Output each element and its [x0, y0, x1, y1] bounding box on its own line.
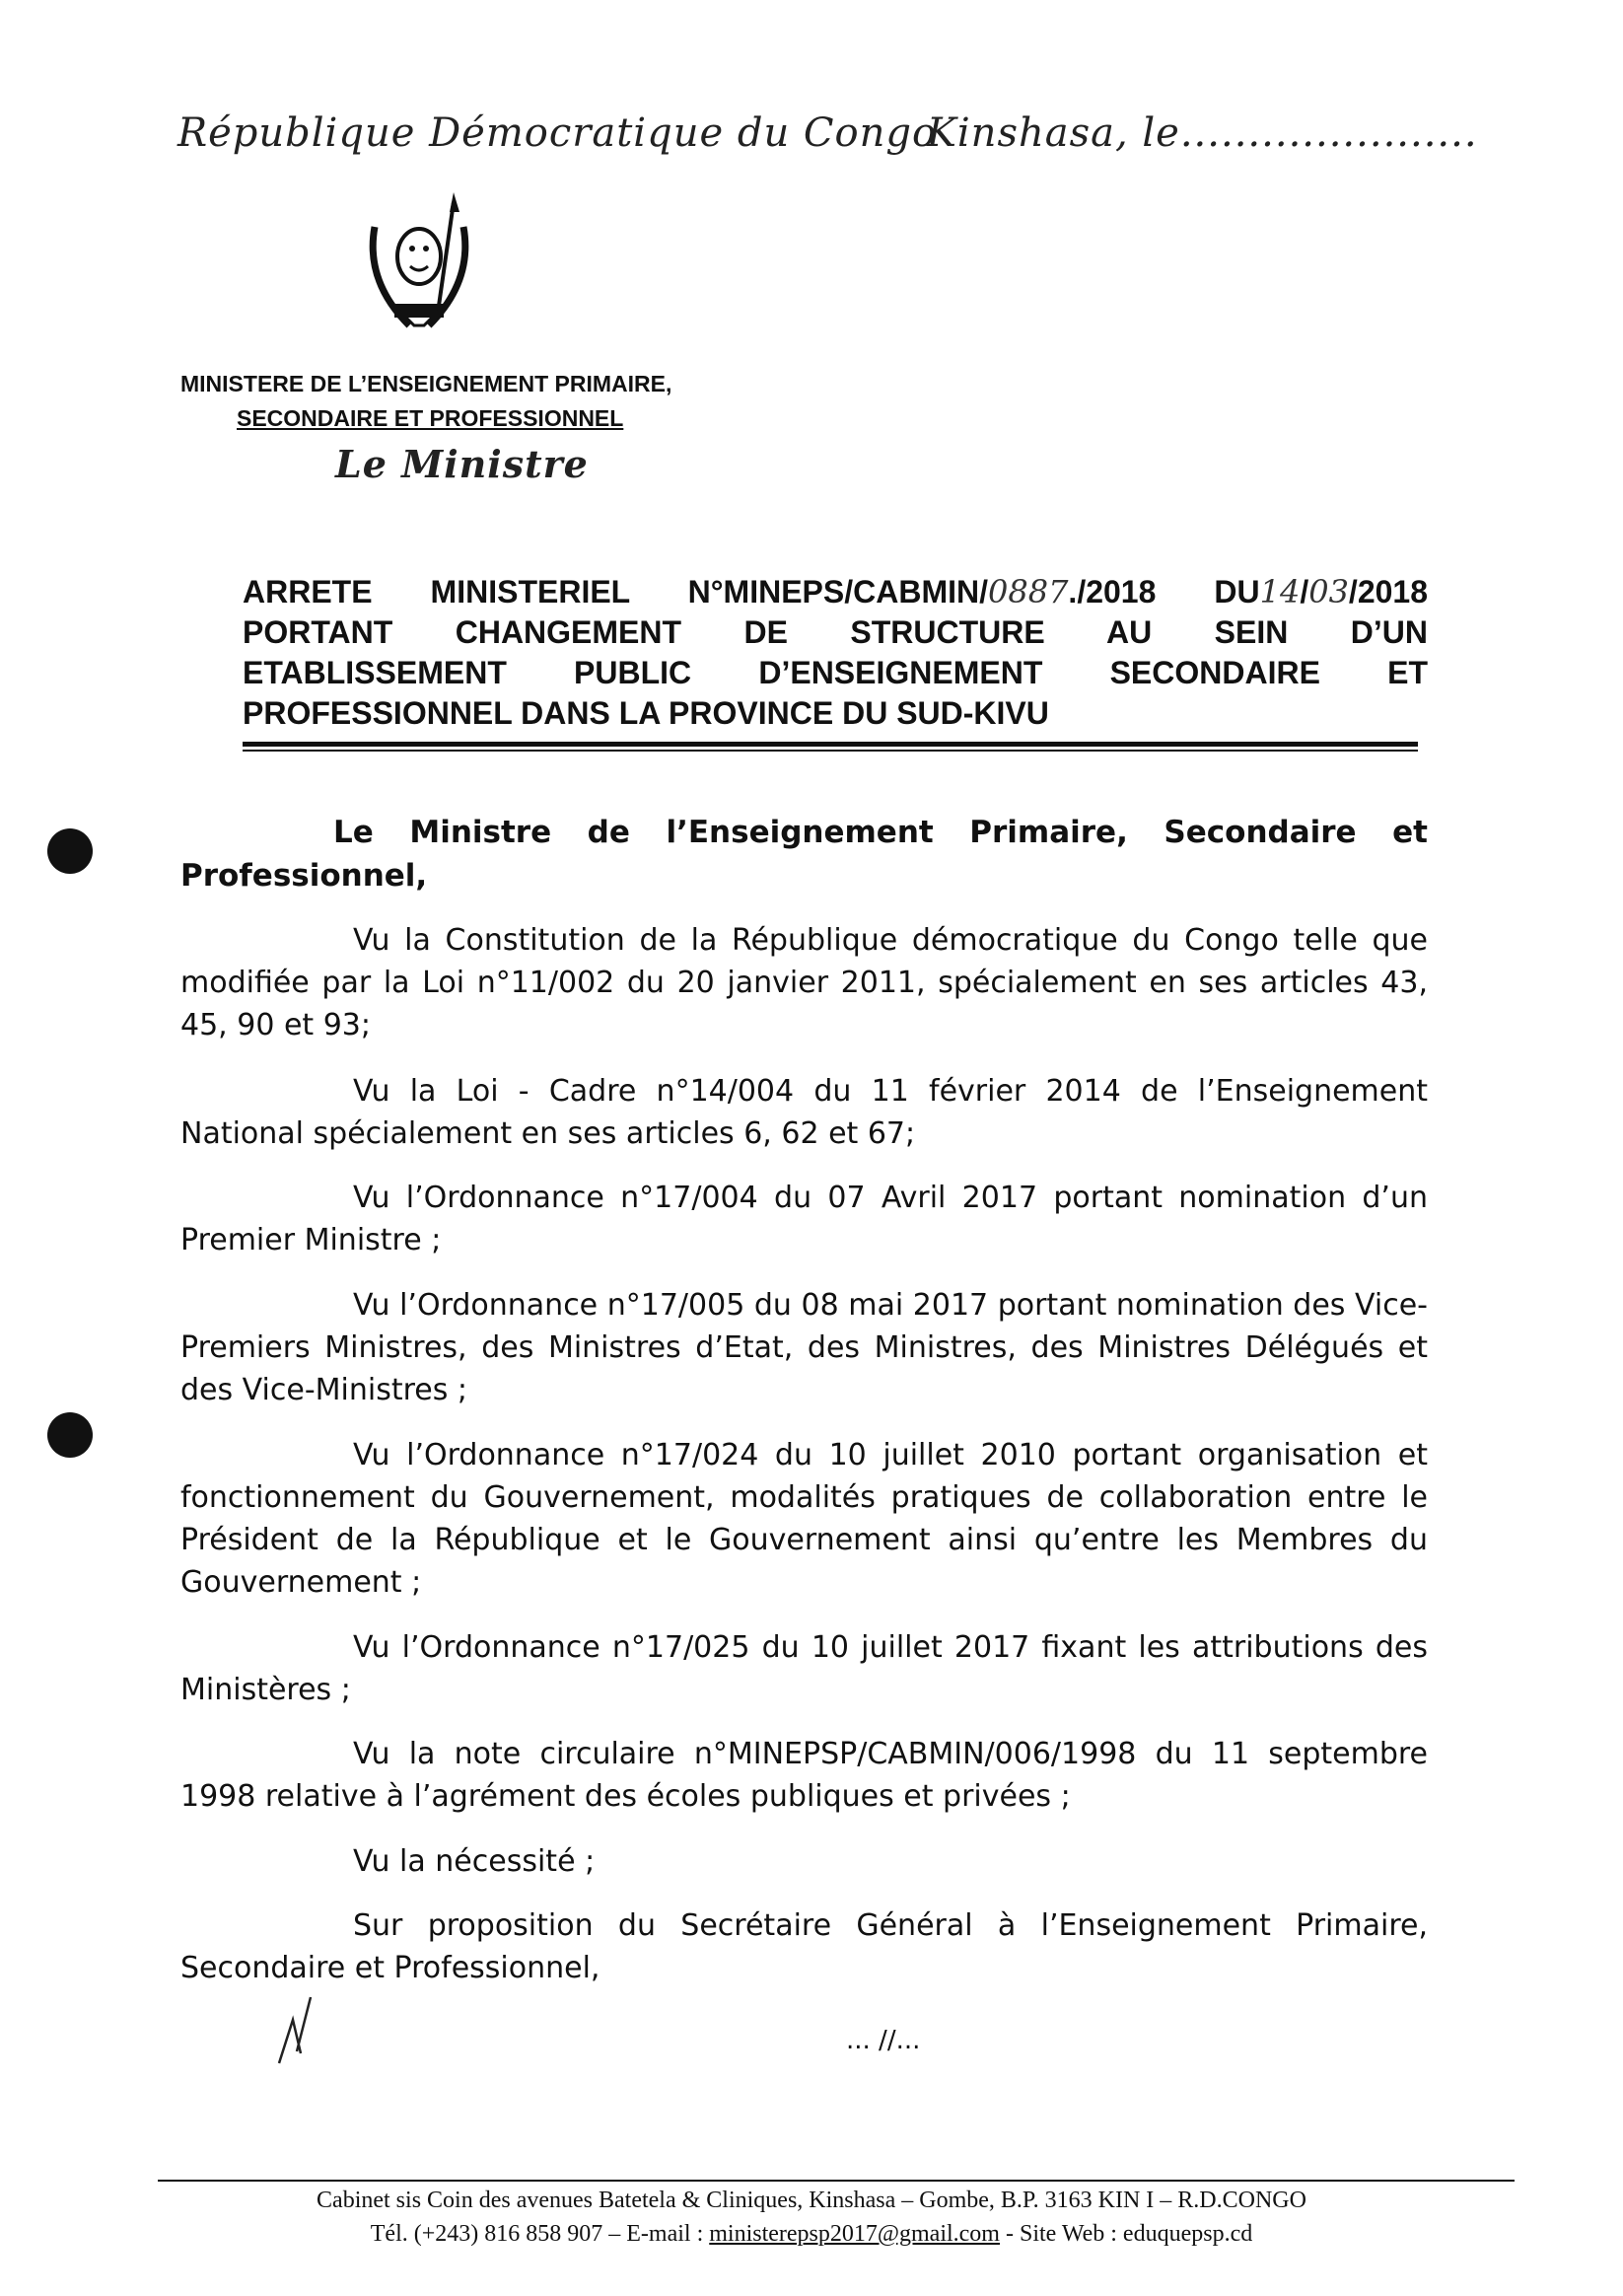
paragraph-note-circulaire: Vu la note circulaire n°MINEPSP/CABMIN/006/1998 du 11 septembre 1998 relative à l’agrément des écoles publiques et privées ; [180, 1737, 1428, 1814]
republic-heading: République Démocratique du Congo [177, 110, 938, 156]
footer [148, 2184, 1475, 2251]
decree-title-line2: PORTANT CHANGEMENT DE STRUCTURE AU SEIN D’UN [243, 614, 1428, 650]
paragraph-proposition: Sur proposition du Secrétaire Général à l’Enseignement Primaire, Secondaire et Professionnel, [180, 1908, 1428, 1985]
title-underline-thin [243, 750, 1418, 752]
footer-email-link[interactable]: ministerepsp2017@gmail.com [709, 2221, 1000, 2247]
punch-hole-bottom [47, 1412, 93, 1458]
footer-tel: Tél. (+243) 816 858 907 – E-mail : [370, 2221, 704, 2247]
ministry-name-line1: MINISTERE DE L’ENSEIGNEMENT PRIMAIRE, [180, 371, 672, 396]
paragraph-ordonnance-17-025: Vu l’Ordonnance n°17/025 du 10 juillet 2017 fixant les attributions des Ministères ; [180, 1630, 1428, 1707]
ministry-name-line2: SECONDAIRE ET PROFESSIONNEL [237, 405, 624, 431]
paragraph-ordonnance-17-024: Vu l’Ordonnance n°17/024 du 10 juillet 2010 portant organisation et fonctionnement du Gouvernement, modalités pratiques de collaboration entre le Président de la République et le Gouvernement ainsi qu’entre les Membres du Gouvernement ; [180, 1438, 1428, 1600]
paragraph-ordonnance-17-005: Vu l’Ordonnance n°17/005 du 08 mai 2017 portant nomination des Vice-Premiers Ministres, des Ministres d’Etat, des Ministres, des Ministres Délégués et des Vice-Ministres ; [180, 1288, 1428, 1407]
footer-contact [148, 2217, 1475, 2251]
paragraph-ordonnance-17-004: Vu l’Ordonnance n°17/004 du 07 Avril 2017 portant nomination d’un Premier Ministre ; [180, 1181, 1428, 1257]
paragraph-loi-cadre: Vu la Loi - Cadre n°14/004 du 11 février 2014 de l’Enseignement National spécialement en ses articles 6, 62 et 67; [180, 1074, 1428, 1151]
title-underline [243, 742, 1418, 747]
footer-rule [158, 2180, 1515, 2182]
place-date: Kinshasa, le...................... [927, 110, 1478, 156]
decree-day-handwritten: 14 [1259, 573, 1301, 610]
paragraph-necessite: Vu la nécessité ; [353, 1844, 596, 1879]
paragraph-constitution: Vu la Constitution de la République démocratique du Congo telle que modifiée par la Loi n°11/002 du 20 janvier 2011, spécialement en ses articles 43, 45, 90 et 93; [180, 923, 1428, 1042]
decree-number-mid: ./2018 DU [1068, 574, 1260, 610]
coat-of-arms-emblem [355, 187, 483, 345]
decree-title-line4: PROFESSIONNEL DANS LA PROVINCE DU SUD-KIVU [243, 695, 1049, 731]
punch-hole-top [47, 828, 93, 874]
continuation-marker: ... //... [846, 2026, 921, 2055]
minister-heading: Le Ministre de l’Enseignement Primaire, Secondaire et Professionnel, [180, 815, 1428, 894]
decree-title-line3: ETABLISSEMENT PUBLIC D’ENSEIGNEMENT SECONDAIRE ET [243, 655, 1428, 690]
decree-number-handwritten: 0887 [987, 573, 1069, 610]
decree-month-handwritten: 03 [1308, 573, 1349, 610]
decree-title-line1: ARRETE MINISTERIEL N°MINEPS/CABMIN/0887./2018 DU14/03/2018 [243, 573, 1428, 610]
footer-website: - Site Web : eduquepsp.cd [1005, 2221, 1253, 2247]
decree-number-prefix: ARRETE MINISTERIEL N°MINEPS/CABMIN/ [243, 574, 988, 610]
footer-address: Cabinet sis Coin des avenues Batetela & Cliniques, Kinshasa – Gombe, B.P. 3163 KIN I – R.D.CONGO [317, 2188, 1306, 2213]
decree-year: /2018 [1348, 574, 1428, 610]
handwritten-initials [271, 1992, 340, 2071]
decree-title [243, 572, 1428, 734]
le-ministre-signature-title: Le Ministre [335, 442, 589, 486]
